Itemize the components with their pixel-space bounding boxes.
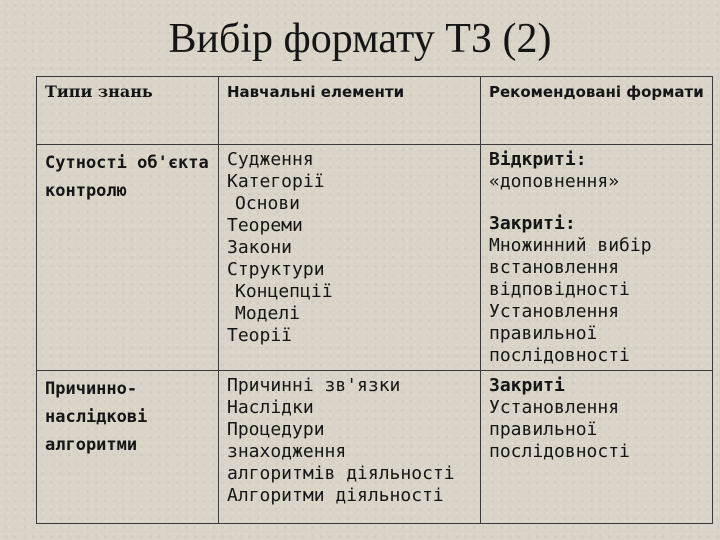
element-item: знаходження xyxy=(227,441,347,462)
row-1-formats-cell xyxy=(481,145,713,371)
element-item: Категорії xyxy=(227,171,325,192)
element-item: Причинні зв'язки xyxy=(227,375,401,396)
row-1-type: Сутності об'єкта контролю xyxy=(45,153,209,201)
format-item: правильної xyxy=(489,419,598,440)
element-item: Теорії xyxy=(227,325,293,346)
format-item: правильної xyxy=(489,323,598,344)
table-row xyxy=(37,145,713,371)
element-item: алгоритмів діяльності xyxy=(227,463,455,484)
closed-formats-heading: Закриті: xyxy=(489,213,576,234)
format-table xyxy=(36,76,713,524)
element-item: Теореми xyxy=(227,215,303,236)
format-item: Установлення xyxy=(489,301,620,322)
closed-formats-heading: Закриті xyxy=(489,375,565,396)
format-item: відповідності xyxy=(489,279,630,300)
element-item: Закони xyxy=(227,237,293,258)
row-2-formats-cell xyxy=(481,371,713,524)
header-learning-elements: Навчальні елементи xyxy=(227,83,405,101)
element-item: Алгоритми діяльності xyxy=(227,485,444,506)
open-formats-heading: Відкриті: xyxy=(489,149,587,170)
header-row xyxy=(37,77,713,145)
row-2-type-cell xyxy=(37,371,219,524)
row-2-type: Причинно-наслідкові алгоритми xyxy=(45,379,148,455)
element-item: Структури xyxy=(227,259,325,280)
element-item: Процедури xyxy=(227,419,325,440)
format-item: Установлення xyxy=(489,397,620,418)
element-item: Концепції xyxy=(235,281,333,302)
header-knowledge-types: Типи знань xyxy=(45,82,153,101)
element-item: Судження xyxy=(227,149,314,170)
element-item: Основи xyxy=(235,193,301,214)
row-1-type-cell xyxy=(37,145,219,371)
header-recommended-formats: Рекомендовані формати xyxy=(489,83,704,101)
element-item: Наслідки xyxy=(227,397,314,418)
row-1-elements-cell xyxy=(219,145,481,371)
open-formats-text: «доповнення» xyxy=(489,171,620,192)
format-item: встановлення xyxy=(489,257,620,278)
format-item: Множинний вибір xyxy=(489,235,652,256)
table-row xyxy=(37,371,713,524)
header-cell-types xyxy=(37,77,219,145)
header-cell-elements xyxy=(219,77,481,145)
row-2-elements-cell xyxy=(219,371,481,524)
header-cell-formats xyxy=(481,77,713,145)
format-item: послідовності xyxy=(489,441,630,462)
page-title: Вибір формату ТЗ (2) xyxy=(168,16,552,62)
format-item: послідовності xyxy=(489,345,630,366)
element-item: Моделі xyxy=(235,303,301,324)
